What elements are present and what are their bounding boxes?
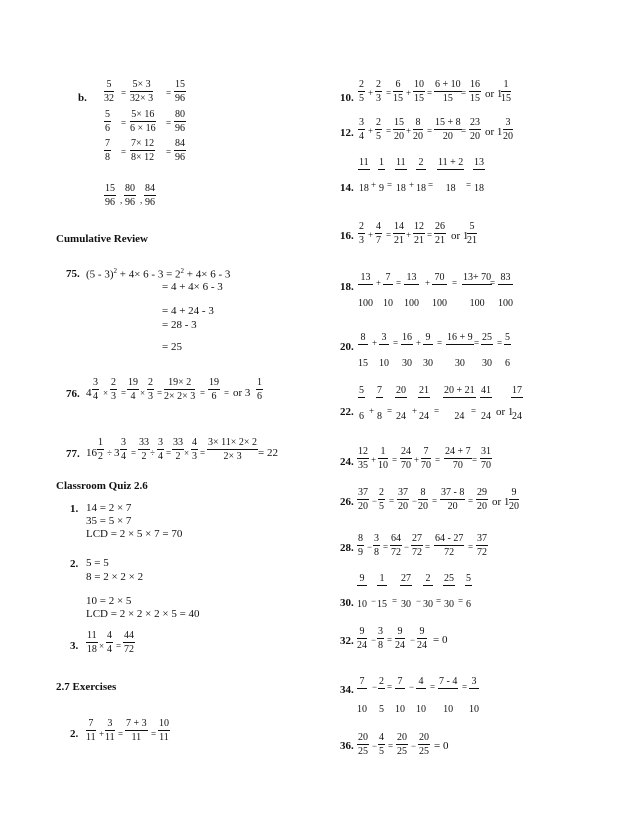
fraction: 3 4	[93, 377, 98, 402]
equals-sign: =	[393, 338, 399, 348]
fraction: 84 96	[175, 138, 185, 163]
equals-sign: =	[396, 278, 402, 288]
equals-sign: =	[461, 88, 467, 98]
fraction: 7 11	[86, 718, 96, 743]
plus-sign: +	[416, 338, 422, 348]
equation-line: 35 = 5 × 7	[86, 515, 132, 527]
fraction: 27 30	[401, 573, 411, 610]
minus-sign: −	[416, 596, 422, 606]
fraction: 37 72	[477, 533, 487, 558]
fraction: 24 + 7 70	[445, 446, 471, 471]
fraction: 37 20	[398, 487, 408, 512]
equals-sign: =	[121, 147, 127, 157]
fraction: 64 72	[391, 533, 401, 558]
fraction: 2 30	[423, 573, 433, 610]
problem-label: 34.	[340, 684, 354, 696]
equals-sign: =	[387, 180, 393, 190]
problem-label: 75.	[66, 268, 80, 280]
equation-line: LCD = 2 × 5 × 7 = 70	[86, 528, 183, 540]
plus-sign: +	[368, 126, 374, 136]
plus-sign: +	[406, 230, 412, 240]
fraction: 2 5	[379, 487, 384, 512]
equals-sign: =	[118, 729, 124, 739]
fraction: 29 20	[477, 487, 487, 512]
equals-sign: =	[497, 338, 503, 348]
fraction: 14 21	[394, 221, 404, 246]
fraction: 44 72	[124, 630, 134, 655]
equals-sign: =	[386, 230, 392, 240]
equals-sign: =	[468, 496, 474, 506]
problem-label: 76.	[66, 388, 80, 400]
fraction: 11 + 2 18	[438, 157, 464, 194]
equation-line: = 28 - 3	[162, 319, 197, 331]
or-text: or 1	[496, 406, 514, 418]
fraction: 20 25	[397, 732, 407, 757]
equals-sign: =	[472, 455, 478, 465]
fraction: 2 18	[416, 157, 426, 194]
problem-label: 28.	[340, 542, 354, 554]
times-sign: ×	[103, 388, 109, 398]
fraction: 13 100	[358, 272, 373, 309]
fraction: 6 15	[393, 79, 403, 104]
problem-label: 24.	[340, 456, 354, 468]
plus-sign: +	[371, 455, 377, 465]
fraction: 3 4	[121, 437, 126, 462]
plus-sign: +	[372, 338, 378, 348]
times-sign: ×	[99, 641, 105, 651]
or-text: or 1	[451, 230, 469, 242]
fraction: 1 2	[98, 437, 103, 462]
fraction: 2 5	[376, 117, 381, 142]
fraction: 5 6	[105, 109, 110, 134]
fraction: 80 96	[175, 109, 185, 134]
fraction: 27 72	[412, 533, 422, 558]
fraction: 16 15	[470, 79, 480, 104]
fraction: 20 25	[419, 732, 429, 757]
fraction: 1 10	[378, 446, 388, 471]
equals-sign: =	[121, 118, 127, 128]
fraction: 41 24	[481, 385, 491, 422]
equals-sign: =	[432, 496, 438, 506]
problem-label: 2.	[70, 558, 79, 570]
fraction: 4 5	[379, 732, 384, 757]
fraction: 4 3	[192, 437, 197, 462]
fraction: 26 21	[435, 221, 445, 246]
minus-sign: −	[411, 741, 417, 751]
problem-label: 32.	[340, 635, 354, 647]
plus-sign: +	[371, 180, 377, 190]
result: = 22	[258, 447, 278, 459]
minus-sign: −	[412, 496, 418, 506]
whole-number: 4	[86, 387, 92, 399]
fraction: 5× 16 6 × 16	[130, 109, 156, 134]
fraction: 7 10	[395, 676, 405, 715]
equals-sign: =	[383, 542, 389, 552]
fraction: 8 9	[358, 533, 363, 558]
equals-sign: =	[468, 542, 474, 552]
equation-line: 14 = 2 × 7	[86, 502, 132, 514]
problem-label: 20.	[340, 341, 354, 353]
fraction: 7 10	[357, 676, 367, 715]
fraction: 12 21	[414, 221, 424, 246]
fraction: 3 4	[158, 437, 163, 462]
equals-sign: =	[166, 147, 172, 157]
fraction: 16 30	[402, 332, 412, 369]
minus-sign: −	[372, 496, 378, 506]
problem-label: 12.	[340, 127, 354, 139]
equals-sign: =	[200, 388, 206, 398]
fraction: 7 70	[421, 446, 431, 471]
equals-sign: =	[157, 388, 163, 398]
fraction: 5 6	[505, 332, 510, 369]
equals-sign: =	[437, 338, 443, 348]
equals-sign: =	[386, 88, 392, 98]
minus-sign: −	[367, 542, 373, 552]
problem-label: 18.	[340, 281, 354, 293]
fraction: 33 2	[139, 437, 149, 462]
fraction: 10 11	[159, 718, 169, 743]
fraction: 9 24	[395, 626, 405, 651]
fraction: 80 96	[125, 183, 135, 208]
fraction: 10 15	[414, 79, 424, 104]
fraction: 9 24	[417, 626, 427, 651]
problem-label: 26.	[340, 496, 354, 508]
fraction: 5 32	[104, 79, 114, 104]
problem-label: 30.	[340, 597, 354, 609]
equation-line: $(5 - 3)^2 + 4\times 6 - 3 = 2^2 + 4\times 6 - 3$	[86, 267, 231, 281]
fraction: 21 24	[419, 385, 429, 422]
result: = 0	[434, 740, 449, 752]
minus-sign: −	[372, 682, 378, 692]
equals-sign: =	[462, 682, 468, 692]
equation-line: 5 = 5	[86, 557, 109, 569]
equals-sign: =	[461, 126, 467, 136]
fraction: 9 24	[357, 626, 367, 651]
plus-sign: +	[409, 180, 415, 190]
plus-sign: +	[376, 278, 382, 288]
fraction: 3 8	[374, 533, 379, 558]
plus-sign: +	[406, 126, 412, 136]
minus-sign: −	[404, 542, 410, 552]
fraction: 84 96	[145, 183, 155, 208]
fraction: 31 70	[481, 446, 491, 471]
equals-sign: =	[425, 542, 431, 552]
fraction: 1 15	[377, 573, 387, 610]
plus-sign: +	[412, 406, 418, 416]
fraction: 3 8	[378, 626, 383, 651]
equals-sign: =	[200, 448, 206, 458]
fraction: 37 20	[358, 487, 368, 512]
fraction: 4 4	[107, 630, 112, 655]
problem-label: 22.	[340, 406, 354, 418]
times-sign: ×	[184, 448, 190, 458]
equals-sign: =	[452, 278, 458, 288]
equals-sign: =	[466, 180, 472, 190]
fraction: 19× 2 2× 2× 3	[164, 377, 196, 402]
fraction: 5 21	[467, 221, 477, 246]
fraction: 24 70	[401, 446, 411, 471]
fraction: 2 5	[359, 79, 364, 104]
fraction: 20 + 21 24	[444, 385, 475, 422]
fraction: 11 18	[358, 157, 369, 194]
problem-label: 2.	[70, 728, 79, 740]
fraction: 3 11	[105, 718, 115, 743]
fraction: 2 3	[359, 221, 364, 246]
fraction: 7 + 3 11	[126, 718, 147, 743]
fraction: 4 7	[376, 221, 381, 246]
equals-sign: =	[166, 448, 172, 458]
fraction: 8 20	[418, 487, 428, 512]
problem-label: b.	[78, 92, 87, 104]
equals-sign: =	[387, 635, 393, 645]
fraction: 1 6	[257, 377, 262, 402]
fraction: 9 30	[423, 332, 433, 369]
or-text: or 1	[492, 496, 510, 508]
times-sign: ×	[140, 388, 146, 398]
result: = 0	[433, 634, 448, 646]
fraction: 15 96	[175, 79, 185, 104]
equals-sign: =	[131, 448, 137, 458]
fraction: 17 24	[512, 385, 522, 422]
plus-sign: +	[368, 88, 374, 98]
section-heading: 2.7 Exercises	[56, 681, 117, 693]
fraction: 15 96	[105, 183, 115, 208]
minus-sign: −	[410, 635, 416, 645]
fraction: 23 20	[470, 117, 480, 142]
comma: ,	[140, 195, 143, 205]
fraction: 83 100	[498, 272, 513, 309]
fraction: 7 8	[377, 385, 382, 422]
equals-sign: =	[427, 230, 433, 240]
equation-line: = 4 + 24 - 3	[162, 305, 214, 317]
fraction: 19 4	[128, 377, 138, 402]
fraction: 16 + 9 30	[447, 332, 473, 369]
whole-number: 3	[114, 447, 120, 459]
section-heading: Cumulative Review	[56, 233, 148, 245]
fraction: 7 10	[383, 272, 393, 309]
fraction: 3 10	[469, 676, 479, 715]
fraction: 5 6	[466, 573, 471, 610]
equals-sign: =	[392, 596, 398, 606]
equation-line: 10 = 2 × 5	[86, 595, 132, 607]
plus-sign: +	[414, 455, 420, 465]
fraction: 64 - 27 72	[435, 533, 464, 558]
equation-line: = 4 + 4× 6 - 3	[162, 281, 223, 293]
equals-sign: =	[116, 641, 122, 651]
problem-label: 36.	[340, 740, 354, 752]
fraction: 13 18	[474, 157, 484, 194]
minus-sign: −	[372, 741, 378, 751]
equation-line: = 25	[162, 341, 182, 353]
fraction: 25 30	[482, 332, 492, 369]
or-text: or 1	[485, 88, 503, 100]
equals-sign: =	[430, 682, 436, 692]
equals-sign: =	[427, 88, 433, 98]
equation-line: 8 = 2 × 2 × 2	[86, 571, 144, 583]
fraction: 11 18	[395, 157, 406, 194]
fraction: 7 - 4 10	[439, 676, 458, 715]
problem-label: 10.	[340, 92, 354, 104]
or-text: or 1	[485, 126, 503, 138]
problem-label: 3.	[70, 640, 79, 652]
fraction: 7 8	[105, 138, 110, 163]
minus-sign: −	[371, 596, 377, 606]
plus-sign: +	[368, 230, 374, 240]
fraction: 6 + 10 15	[435, 79, 461, 104]
fraction: 37 - 8 20	[441, 487, 465, 512]
fraction: 19 6	[209, 377, 219, 402]
divide-sign: ÷	[150, 448, 155, 458]
fraction: 20 25	[358, 732, 368, 757]
equals-sign: =	[151, 729, 157, 739]
plus-sign: +	[425, 278, 431, 288]
equals-sign: =	[427, 126, 433, 136]
equals-sign: =	[166, 88, 172, 98]
fraction: 15 + 8 20	[435, 117, 461, 142]
equals-sign: =	[388, 741, 394, 751]
problem-label: 14.	[340, 182, 354, 194]
fraction: 3 20	[503, 117, 513, 142]
minus-sign: −	[409, 682, 415, 692]
equals-sign: =	[490, 278, 496, 288]
plus-sign: +	[369, 406, 375, 416]
fraction: 13+ 70 100	[463, 272, 492, 309]
fraction: 13 100	[404, 272, 419, 309]
equals-sign: =	[435, 455, 441, 465]
section-heading: Classroom Quiz 2.6	[56, 480, 148, 492]
equals-sign: =	[392, 455, 398, 465]
fraction: 2 3	[111, 377, 116, 402]
equals-sign: =	[428, 180, 434, 190]
fraction: 8 20	[413, 117, 423, 142]
comma: ,	[120, 195, 123, 205]
divide-sign: ÷	[107, 448, 112, 458]
or-text: or 3	[233, 387, 251, 399]
plus-sign: +	[99, 729, 105, 739]
fraction: 7× 12 8× 12	[131, 138, 155, 163]
fraction: 15 20	[394, 117, 404, 142]
fraction: 3 10	[379, 332, 389, 369]
fraction: 9 20	[509, 487, 519, 512]
equals-sign: =	[166, 118, 172, 128]
equals-sign: =	[471, 406, 477, 416]
equals-sign: =	[436, 596, 442, 606]
equals-sign: =	[474, 338, 480, 348]
fraction: 4 10	[416, 676, 426, 715]
fraction: 25 30	[444, 573, 454, 610]
equals-sign: =	[389, 496, 395, 506]
equals-sign: =	[121, 388, 127, 398]
problem-label: 77.	[66, 448, 80, 460]
fraction: 8 15	[358, 332, 368, 369]
fraction: 3 4	[359, 117, 364, 142]
fraction: 3× 11× 2× 2 2× 3	[208, 437, 258, 462]
whole-number: 16	[86, 447, 97, 459]
fraction: 33 2	[173, 437, 183, 462]
equals-sign: =	[458, 596, 464, 606]
fraction: 5× 3 32× 3	[130, 79, 154, 104]
fraction: 12 35	[358, 446, 368, 471]
fraction: 2 3	[376, 79, 381, 104]
fraction: 20 24	[396, 385, 406, 422]
fraction: 2 3	[148, 377, 153, 402]
equals-sign: =	[434, 406, 440, 416]
fraction: 2 5	[379, 676, 384, 715]
fraction: 70 100	[432, 272, 447, 309]
equation-line: LCD = 2 × 2 × 2 × 5 = 40	[86, 608, 200, 620]
problem-label: 16.	[340, 230, 354, 242]
equals-sign: =	[224, 388, 230, 398]
fraction: 11 18	[86, 630, 97, 655]
fraction: 9 10	[357, 573, 367, 610]
fraction: 5 6	[359, 385, 364, 422]
problem-label: 1.	[70, 503, 79, 515]
equals-sign: =	[387, 406, 393, 416]
equals-sign: =	[121, 88, 127, 98]
fraction: 1 15	[501, 79, 511, 104]
minus-sign: −	[371, 635, 377, 645]
plus-sign: +	[406, 88, 412, 98]
equals-sign: =	[386, 126, 392, 136]
fraction: 1 9	[379, 157, 384, 194]
equals-sign: =	[387, 682, 393, 692]
